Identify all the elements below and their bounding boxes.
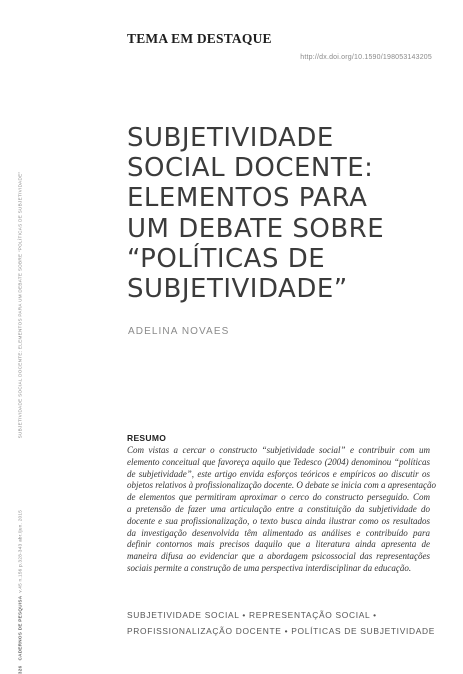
section-label: TEMA EM DESTAQUE <box>127 31 272 46</box>
abstract-line: objetos relativos à profissionalização docente. O debate se inicia com a apresentação <box>127 480 436 491</box>
abstract-heading: RESUMO <box>127 433 167 443</box>
abstract-line: da investigação desenvolvida têm alimentado as análises e contribuído para <box>127 527 430 538</box>
abstract-line: definir contornos mais precisos daquilo que a literatura ainda apresenta de <box>127 539 430 550</box>
journal-footer <box>18 510 23 674</box>
abstract-line: a pretensão de fazer uma articulação entre a constituição da subjetividade do <box>127 503 430 514</box>
keywords-line: PROFISSIONALIZAÇÃO DOCENTE • POLÍTICAS DE SUBJETIVIDADE <box>127 626 436 636</box>
abstract-line: elemento conceitual que favoreça aquilo que Tedesco (2004) denominou “políticas <box>127 456 430 467</box>
title-line: “POLÍTICAS DE <box>127 243 326 274</box>
title-line: UM DEBATE SOBRE <box>127 213 385 244</box>
abstract-line: sociais permite a construção de uma perspectiva interdisciplinar da educação. <box>127 562 412 573</box>
journal-name: CADERNOS DE PESQUISA <box>17 595 23 661</box>
title-line: SOCIAL DOCENTE: <box>127 153 374 184</box>
keywords <box>127 607 435 639</box>
title-line: ELEMENTOS PARA <box>127 183 368 214</box>
abstract-text <box>127 445 436 575</box>
keywords-line: SUBJETIVIDADE SOCIAL • REPRESENTAÇÃO SOCIAL • <box>127 610 377 620</box>
abstract-line: de elementos que permitiram aproximar o cerco do constructo perseguido. Com <box>127 492 430 503</box>
page-number: 326 <box>17 665 23 674</box>
doi-link[interactable]: http://dx.doi.org/10.1590/198053143205 <box>300 54 432 61</box>
volume-info: v.45 n.156 p.328-343 abr./jun. 2015 <box>17 509 23 593</box>
article-title <box>127 123 427 304</box>
abstract-line: de subjetividade”, este artigo envida esforços teóricos e empíricos ao discutir os <box>127 468 430 479</box>
running-title: SUBJETIVIDADE SOCIAL DOCENTE: ELEMENTOS PARA UM DEBATE SOBRE “POLÍTICAS DE SUBJETIVIDADE” <box>17 171 23 439</box>
abstract-line: maneira difusa ao evidenciar que a abordagem psicossocial das representações <box>127 551 430 562</box>
title-line: SUBJETIVIDADE <box>127 123 334 153</box>
title-line: SUBJETIVIDADE” <box>127 274 348 305</box>
abstract-line: Com vistas a cercar o constructo “subjetividade social” e contribuir com um <box>127 445 430 455</box>
abstract-line: docente e sua profissionalização, o texto busca ainda ilustrar como os resultados <box>127 515 430 526</box>
author-name: ADELINA NOVAES <box>128 326 230 337</box>
